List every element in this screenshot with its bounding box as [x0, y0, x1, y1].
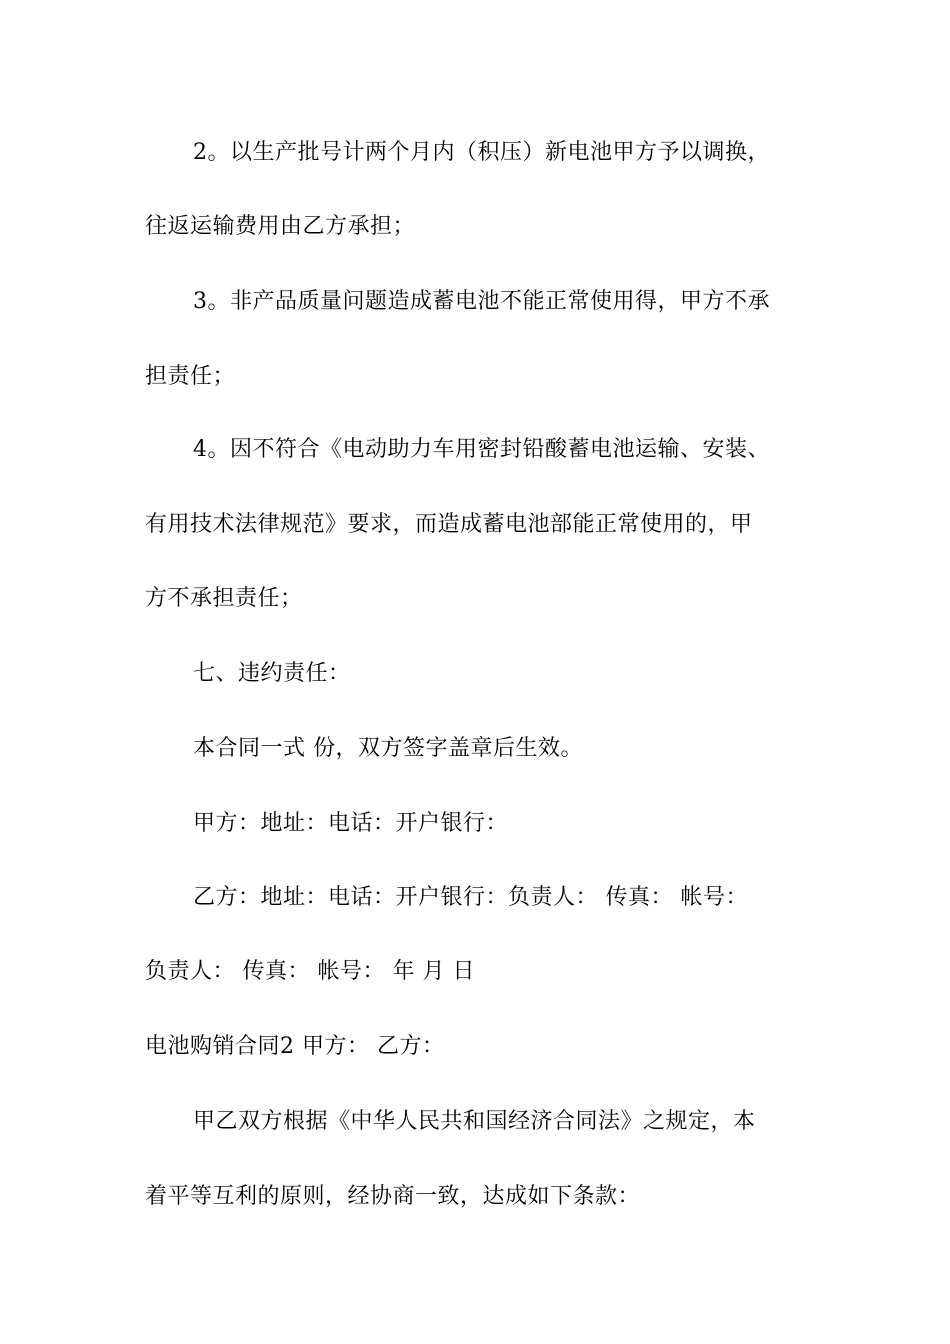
paragraph-line: 4。因不符合《电动助力车用密封铅酸蓄电池运输、安装、 — [193, 437, 770, 462]
paragraph-line: 甲乙双方根据《中华人民共和国经济合同法》之规定，本 — [193, 1109, 756, 1134]
paragraph-line: 方不承担责任； — [145, 586, 303, 611]
paragraph-line: 2。以生产批号计两个月内（积压）新电池甲方予以调换， — [193, 140, 770, 165]
contract-title-line: 电池购销合同2 甲方： 乙方： — [145, 1034, 445, 1059]
paragraph-line: 往返运输费用由乙方承担； — [145, 214, 416, 239]
paragraph-line: 3。非产品质量问题造成蓄电池不能正常使用得，甲方不承 — [193, 289, 770, 314]
paragraph-line: 担责任； — [145, 364, 236, 389]
party-a-info: 甲方：地址：电话：开户银行： — [193, 811, 509, 836]
paragraph-line: 本合同一式 份，双方签字盖章后生效。 — [193, 736, 583, 761]
paragraph-line: 着平等互利的原则，经协商一致，达成如下条款： — [145, 1184, 641, 1209]
section-heading: 七、违约责任： — [193, 661, 351, 686]
paragraph-line: 有用技术法律规范》要求，而造成蓄电池部能正常使用的，甲 — [145, 512, 753, 537]
signature-line: 负责人： 传真： 帐号： 年 月 日 — [145, 959, 475, 984]
party-b-info: 乙方：地址：电话：开户银行：负责人： 传真： 帐号： — [193, 885, 748, 910]
